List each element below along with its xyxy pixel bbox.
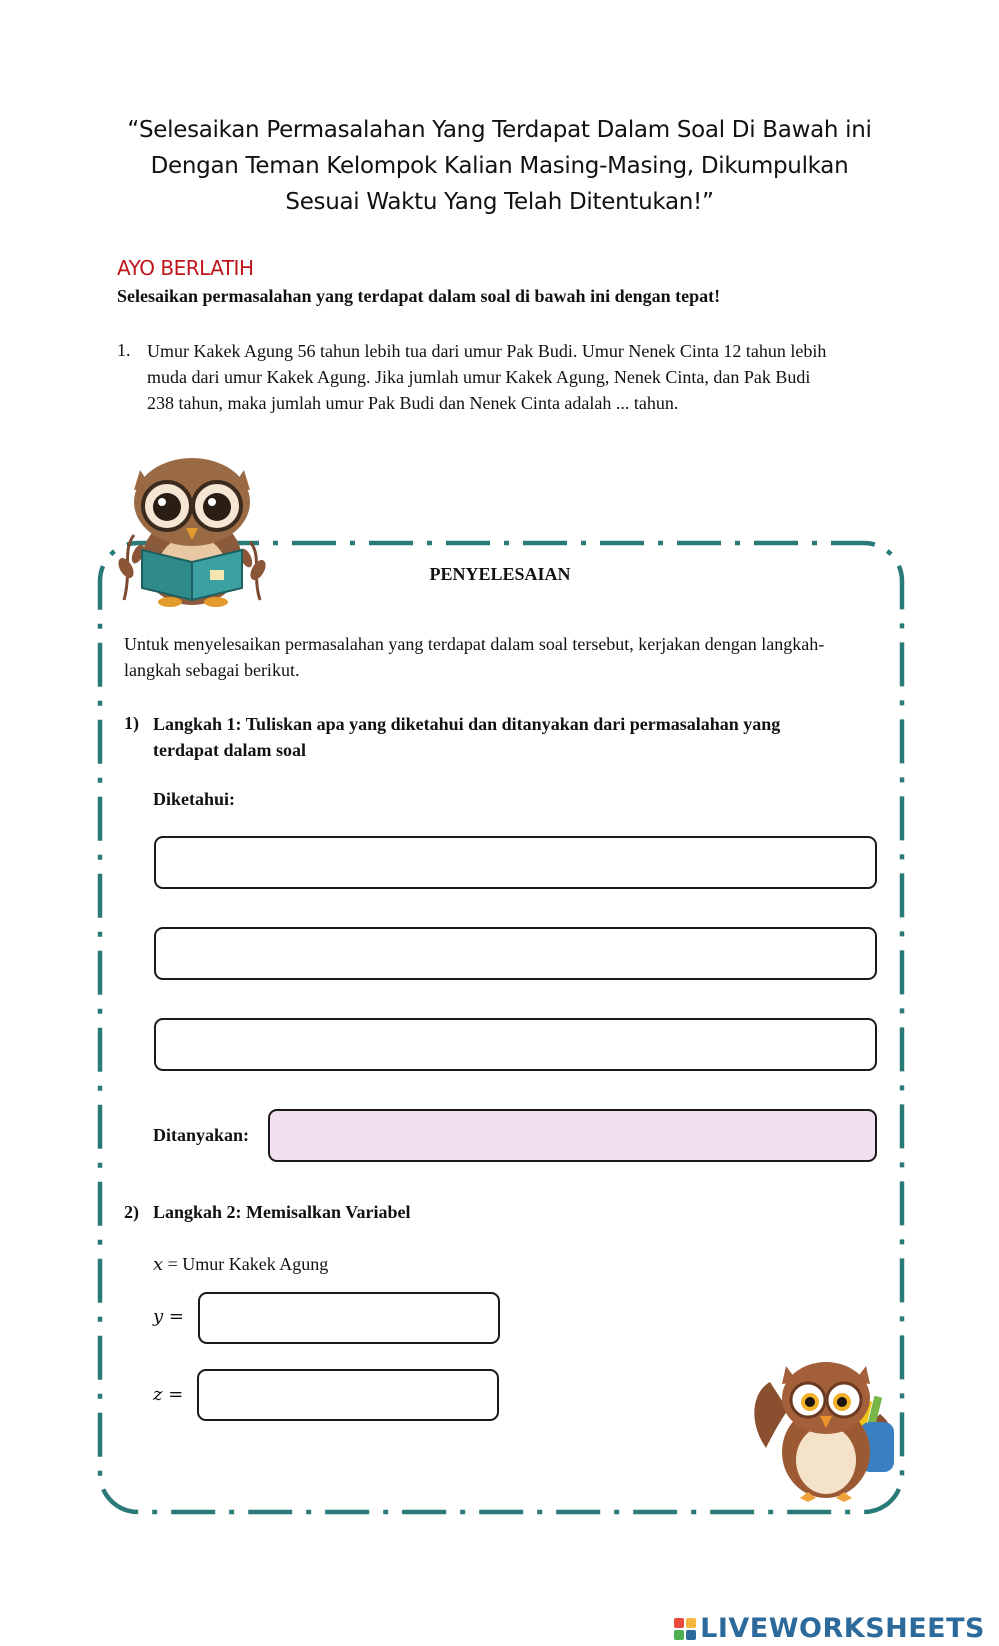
y-label: y = [153,1306,184,1327]
solution-intro-line-1: Untuk menyelesaikan permasalahan yang terdapat dalam soal tersebut, kerjakan dengan langkah- [124,634,825,654]
x-definition-text: = Umur Kakek Agung [167,1254,329,1274]
liveworksheets-wordmark: LIVEWORKSHEETS [700,1613,985,1644]
asked-input[interactable] [268,1109,877,1162]
step2-title: Langkah 2: Memisalkan Variabel [153,1202,411,1222]
known-input-3[interactable] [154,1018,877,1071]
liveworksheets-logo [674,1613,985,1644]
x-definition [153,1254,328,1275]
waving-owl-illustration [748,1352,908,1512]
question-line-3: 238 tahun, maka jumlah umur Pak Budi dan Nenek Cinta adalah ... tahun. [147,393,679,413]
question-number: 1. [117,340,131,360]
header-quote [110,112,889,220]
solution-intro [124,631,880,683]
section-title: AYO BERLATIH [117,256,254,280]
reading-owl-illustration [112,450,272,610]
asked-label: Ditanyakan: [153,1125,250,1145]
step1-line-2: terdapat dalam soal [153,740,306,760]
known-input-2[interactable] [154,927,877,980]
step1-text [153,711,880,763]
y-input[interactable] [198,1292,500,1344]
header-quote-line-1: “Selesaikan Permasalahan Yang Terdapat Dalam Soal Di Bawah ini [127,117,872,143]
z-input[interactable] [197,1369,499,1421]
step2-number: 2) [124,1202,139,1222]
header-quote-line-3: Sesuai Waktu Yang Telah Ditentukan!” [285,189,714,215]
header-quote-line-2: Dengan Teman Kelompok Kalian Masing-Masing, Dikumpulkan [150,153,849,179]
z-label: z = [153,1384,184,1405]
step1-number: 1) [124,713,139,733]
solution-title: PENYELESAIAN [429,564,571,584]
instruction-text: Selesaikan permasalahan yang terdapat dalam soal di bawah ini dengan tepat! [117,286,721,306]
known-input-1[interactable] [154,836,877,889]
liveworksheets-icon [674,1618,696,1640]
question-text [147,338,885,416]
solution-intro-line-2: langkah sebagai berikut. [124,660,300,680]
known-label: Diketahui: [153,789,236,809]
step1-line-1: Langkah 1: Tuliskan apa yang diketahui dan ditanyakan dari permasalahan yang [153,714,781,734]
question-line-1: Umur Kakek Agung 56 tahun lebih tua dari umur Pak Budi. Umur Nenek Cinta 12 tahun lebih [147,341,827,361]
x-variable: x [153,1254,164,1275]
question-line-2: muda dari umur Kakek Agung. Jika jumlah umur Kakek Agung, Nenek Cinta, dan Pak Budi [147,367,811,387]
